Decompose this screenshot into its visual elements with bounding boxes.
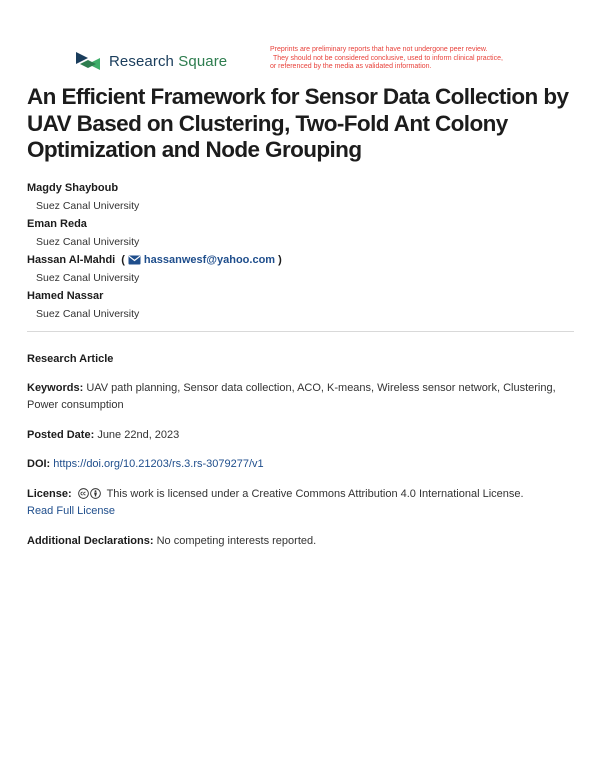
author-entry [27, 251, 577, 287]
declarations-section [27, 533, 577, 550]
author-affiliation: Suez Canal University [36, 200, 140, 212]
creative-commons-icon [78, 488, 89, 499]
research-square-logo-icon [75, 50, 101, 72]
research-square-logo[interactable] [75, 48, 227, 74]
author-name[interactable]: Eman Reda [27, 218, 87, 230]
read-full-license-link[interactable]: Read Full License [27, 504, 116, 517]
author-entry [27, 179, 577, 215]
declarations-label: Additional Declarations: [27, 535, 154, 547]
logo-word-research: Research [109, 52, 174, 70]
author-email-wrap [121, 251, 282, 269]
author-affiliation: Suez Canal University [36, 272, 140, 284]
keywords-section [27, 380, 577, 413]
keywords-value: UAV path planning, Sensor data collection, ACO, K-means, Wireless sensor network, Clustering, Power consumption [27, 382, 556, 411]
doi-link[interactable]: https://doi.org/10.21203/rs.3.rs-3079277/v1 [53, 458, 264, 470]
disclaimer-line: or referenced by the media as validated information. [270, 63, 432, 70]
doi-section [27, 456, 577, 473]
author-affiliation: Suez Canal University [36, 308, 140, 320]
license-icons [78, 488, 102, 499]
close-paren: ) [278, 254, 282, 266]
paper-title: An Efficient Framework for Sensor Data Collection by UAV Based on Clustering, Two-Fold Ant Colony Optimization and Node Grouping [27, 84, 569, 162]
preprint-disclaimer [270, 46, 570, 72]
article-type: Research Article [27, 353, 114, 365]
keywords-label: Keywords: [27, 382, 84, 394]
license-section [27, 486, 577, 519]
posted-date-label: Posted Date: [27, 429, 95, 441]
posted-date-section [27, 427, 577, 444]
author-email-link[interactable]: hassanwesf@yahoo.com [143, 254, 276, 266]
posted-date-value: June 22nd, 2023 [97, 429, 180, 441]
author-name[interactable]: Magdy Shayboub [27, 182, 119, 194]
author-name-row [27, 251, 577, 269]
declarations-value: No competing interests reported. [156, 535, 317, 547]
author-list [27, 179, 577, 323]
attribution-icon [90, 488, 101, 499]
logo-word-square: Square [178, 52, 228, 70]
disclaimer-line: They should not be considered conclusive, used to inform clinical practice, [273, 54, 503, 62]
author-entry [27, 215, 577, 251]
license-text: This work is licensed under a Creative Commons Attribution 4.0 International License. [106, 488, 524, 500]
author-name[interactable]: Hassan Al-Mahdi [27, 254, 116, 266]
author-entry [27, 287, 577, 323]
author-affiliation: Suez Canal University [36, 236, 140, 248]
envelope-icon [128, 255, 141, 265]
author-name[interactable]: Hamed Nassar [27, 290, 104, 302]
doi-label: DOI: [27, 458, 51, 470]
logo-wordmark [109, 53, 227, 70]
disclaimer-line: Preprints are preliminary reports that have not undergone peer review. [270, 46, 488, 53]
license-label: License: [27, 488, 72, 500]
open-paren: ( [121, 254, 125, 266]
section-divider [27, 331, 574, 332]
header [75, 46, 575, 80]
